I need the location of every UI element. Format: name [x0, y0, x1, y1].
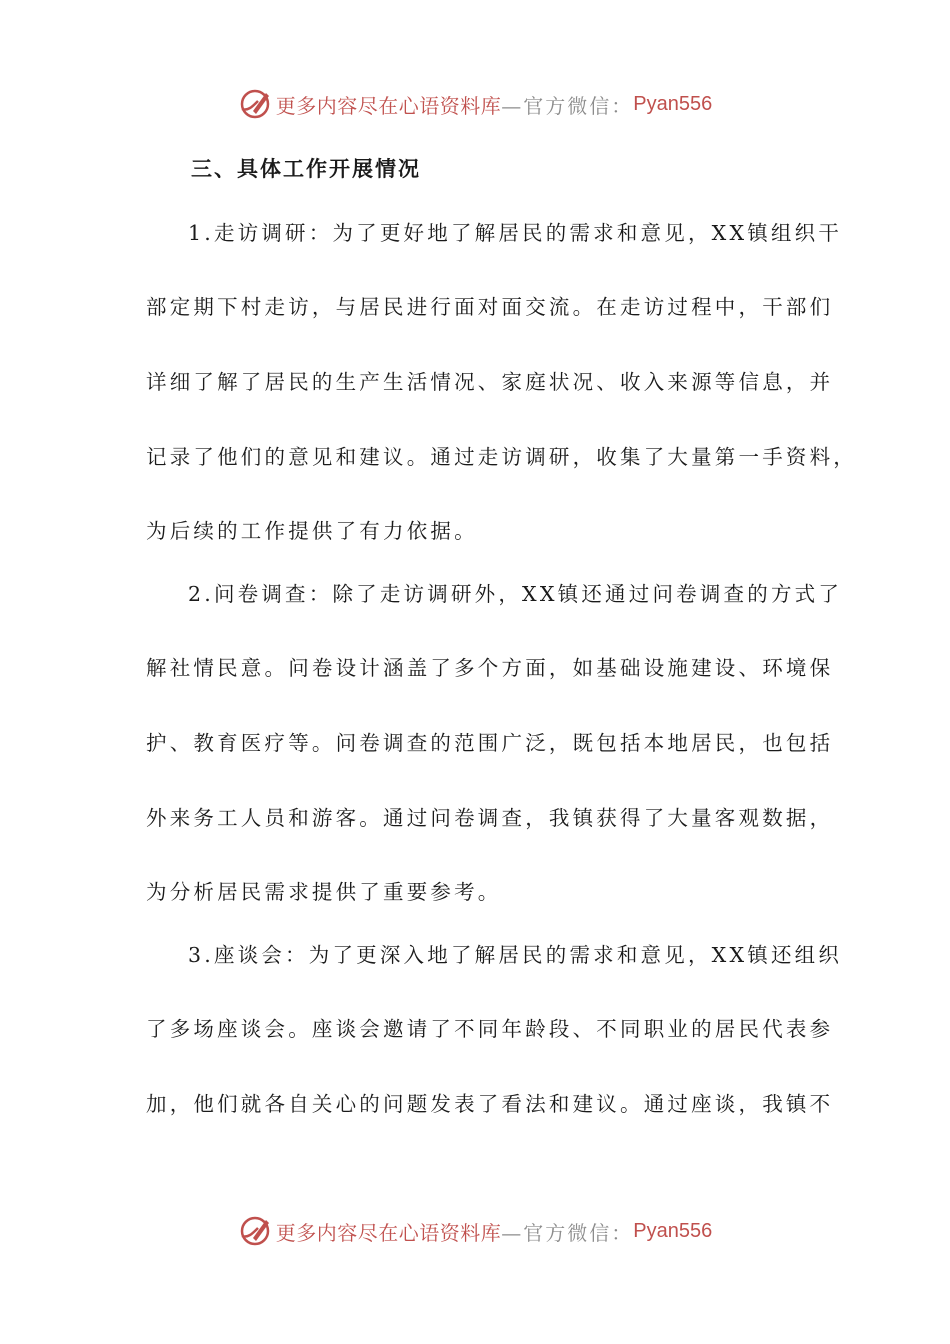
- banner-wechat-id: Pyan556: [633, 1219, 713, 1242]
- text-line: 记录了他们的意见和建议。通过走访调研，收集了大量第一手资料，: [146, 445, 857, 469]
- text-line: 3.座谈会：为了更深入地了解居民的需求和意见，XX镇还组织: [188, 943, 843, 967]
- text-line: 外来务工人员和游客。通过问卷调查，我镇获得了大量客观数据，: [146, 806, 834, 830]
- banner-gray-text: —官方微信：: [501, 1220, 634, 1245]
- text-line: 部定期下村走访，与居民进行面对面交流。在走访过程中，干部们: [146, 295, 834, 319]
- text-line: 为分析居民需求提供了重要参考。: [146, 880, 502, 904]
- banner-red-text: 更多内容尽在心语资料库: [275, 1220, 502, 1245]
- text-line: 护、教育医疗等。问卷调查的范围广泛，既包括本地居民，也包括: [146, 731, 834, 755]
- text-line: 2.问卷调查：除了走访调研外，XX镇还通过问卷调查的方式了: [188, 582, 843, 606]
- pen-logo-icon: [238, 1214, 272, 1248]
- banner-gray-text: —官方微信：: [501, 93, 634, 118]
- pen-logo-icon: [238, 87, 272, 121]
- footer-banner: [0, 1209, 950, 1253]
- text-line: 1.走访调研：为了更好地了解居民的需求和意见，XX镇组织干: [188, 221, 843, 245]
- text-line: 解社情民意。问卷设计涵盖了多个方面，如基础设施建设、环境保: [146, 656, 834, 680]
- section-heading: 三、具体工作开展情况: [191, 157, 421, 181]
- banner-red-text: 更多内容尽在心语资料库: [275, 93, 502, 118]
- banner-wechat-id: Pyan556: [633, 92, 713, 115]
- text-line: 详细了解了居民的生产生活情况、家庭状况、收入来源等信息，并: [146, 370, 834, 394]
- text-line: 加，他们就各自关心的问题发表了看法和建议。通过座谈，我镇不: [146, 1092, 834, 1116]
- text-line: 为后续的工作提供了有力依据。: [146, 519, 478, 543]
- header-banner: [0, 82, 950, 126]
- text-line: 了多场座谈会。座谈会邀请了不同年龄段、不同职业的居民代表参: [146, 1017, 834, 1041]
